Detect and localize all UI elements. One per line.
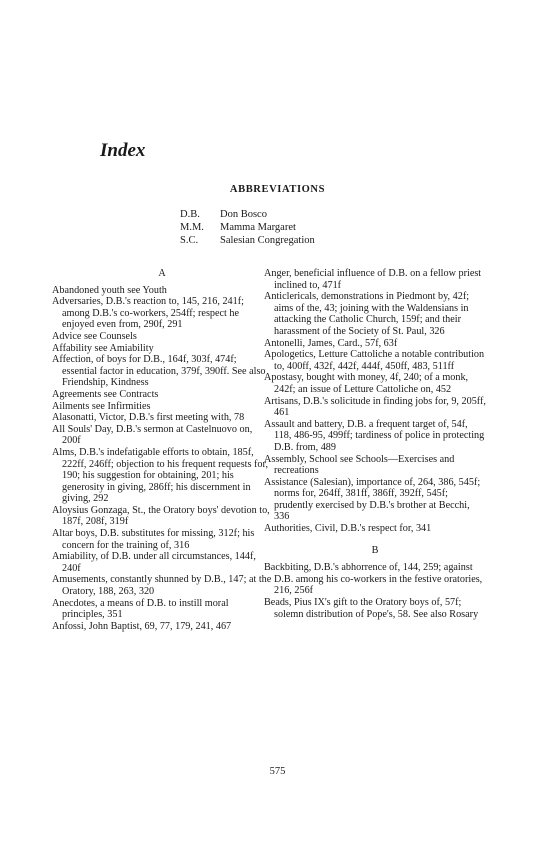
index-entry: All Souls' Day, D.B.'s sermon at Castelnuovo on, 200f [52, 423, 253, 447]
abbreviation-value: Mamma Margaret [220, 222, 296, 233]
index-entry: Abandoned youth see Youth [52, 284, 167, 296]
abbreviation-value: Don Bosco [220, 209, 267, 220]
index-entry: Apologetics, Letture Cattoliche a notable contribution to, 400ff, 432f, 442f, 444f, 450ff, 483, 511ff [264, 349, 485, 372]
index-entry: Anfossi, John Baptist, 69, 77, 179, 241, 467 [52, 620, 232, 632]
abbreviation-key: D.B. [180, 209, 200, 220]
section-letter-a: A [158, 268, 166, 279]
index-entry: Ailments see Infirmities [52, 400, 151, 412]
index-entry: Antonelli, James, Card., 57f, 63f [264, 337, 398, 349]
index-entry: Amusements, constantly shunned by D.B., 147; at the Oratory, 188, 263, 320 [52, 574, 272, 598]
abbreviation-row [180, 221, 315, 234]
index-entry: Adversaries, D.B.'s reaction to, 145, 216, 241f; among D.B.'s co-workers, 254ff; respect he enjoyed even from, 290f, 291 [52, 296, 244, 331]
index-entry: Amiability, of D.B. under all circumstances, 144f, 240f [52, 551, 256, 574]
abbreviation-row [180, 234, 315, 247]
index-entry: Alms, D.B.'s indefatigable efforts to obtain, 185f, 222ff, 246ff; objection to his frequent requests for, 190; his suggestion for obtaining, 201; his generosity in giving, 286ff; his discernment in giving, 292 [52, 446, 269, 505]
section-letter-b: B [371, 544, 379, 556]
index-entry: Agreements see Contracts [52, 388, 159, 400]
abbreviation-key: S.C. [180, 235, 199, 246]
abbreviations-heading: ABBREVIATIONS [229, 184, 326, 195]
abbreviations-list [180, 208, 315, 247]
index-entry: Anger, beneficial influence of D.B. on a fellow priest inclined to, 471f [264, 268, 482, 291]
right-index-column [264, 268, 486, 620]
index-entry: Authorities, Civil, D.B.'s respect for, 341 [264, 523, 432, 535]
index-entry: Aloysius Gonzaga, St., the Oratory boys' devotion to, 187f, 208f, 319f [52, 504, 270, 528]
index-entry: Assistance (Salesian), importance of, 264, 386, 545f; norms for, 264ff, 381ff, 386ff, 392ff, 545f; prudently exercised by D.B.'s brother at Becchi, 336 [264, 476, 481, 523]
index-entry: Artisans, D.B.'s solicitude in finding jobs for, 9, 205ff, 461 [264, 395, 486, 419]
abbreviation-row [180, 208, 315, 221]
abbreviation-value: Salesian Congregation [220, 235, 315, 246]
index-entry: Affability see Amiability [52, 342, 154, 354]
index-title: Index [100, 140, 146, 161]
index-entry: Affection, of boys for D.B., 164f, 303f, 474f; essential factor in education, 379f, 390ff. See also Friendship, Kindness [52, 354, 266, 389]
index-entry: Anecdotes, a means of D.B. to instill moral principles, 351 [52, 597, 229, 621]
page-number: 575 [269, 766, 286, 777]
index-entry: Anticlericals, demonstrations in Piedmont by, 42f; aims of the, 43; joining with the Waldensians in attacking the Catholic Church, 159f; and their harassment of the Society of St. Paul, 326 [264, 291, 470, 337]
index-entry: Apostasy, bought with money, 4f, 240; of a monk, 242f; an issue of Letture Cattoliche on, 452 [264, 372, 469, 395]
index-entry: Assembly, School see Schools—Exercises and recreations [264, 453, 455, 477]
index-entry: Beads, Pius IX's gift to the Oratory boys of, 57f; solemn distribution of Pope's, 58. See also Rosary [264, 597, 479, 620]
abbreviation-key: M.M. [180, 222, 204, 233]
left-index-column [52, 268, 272, 632]
index-entry: Altar boys, D.B. substitutes for missing, 312f; his concern for the training of, 316 [52, 528, 255, 551]
index-entry: Assault and battery, D.B. a frequent target of, 54f, 118, 486-95, 499ff; tardiness of police in protecting D.B. from, 489 [264, 418, 485, 453]
index-entry: Alasonatti, Victor, D.B.'s first meeting with, 78 [52, 412, 245, 424]
index-entry: Advice see Counsels [52, 330, 137, 342]
index-entry: Backbiting, D.B.'s abhorrence of, 144, 259; against D.B. among his co-workers in the festive oratories, 216, 256f [264, 562, 483, 597]
